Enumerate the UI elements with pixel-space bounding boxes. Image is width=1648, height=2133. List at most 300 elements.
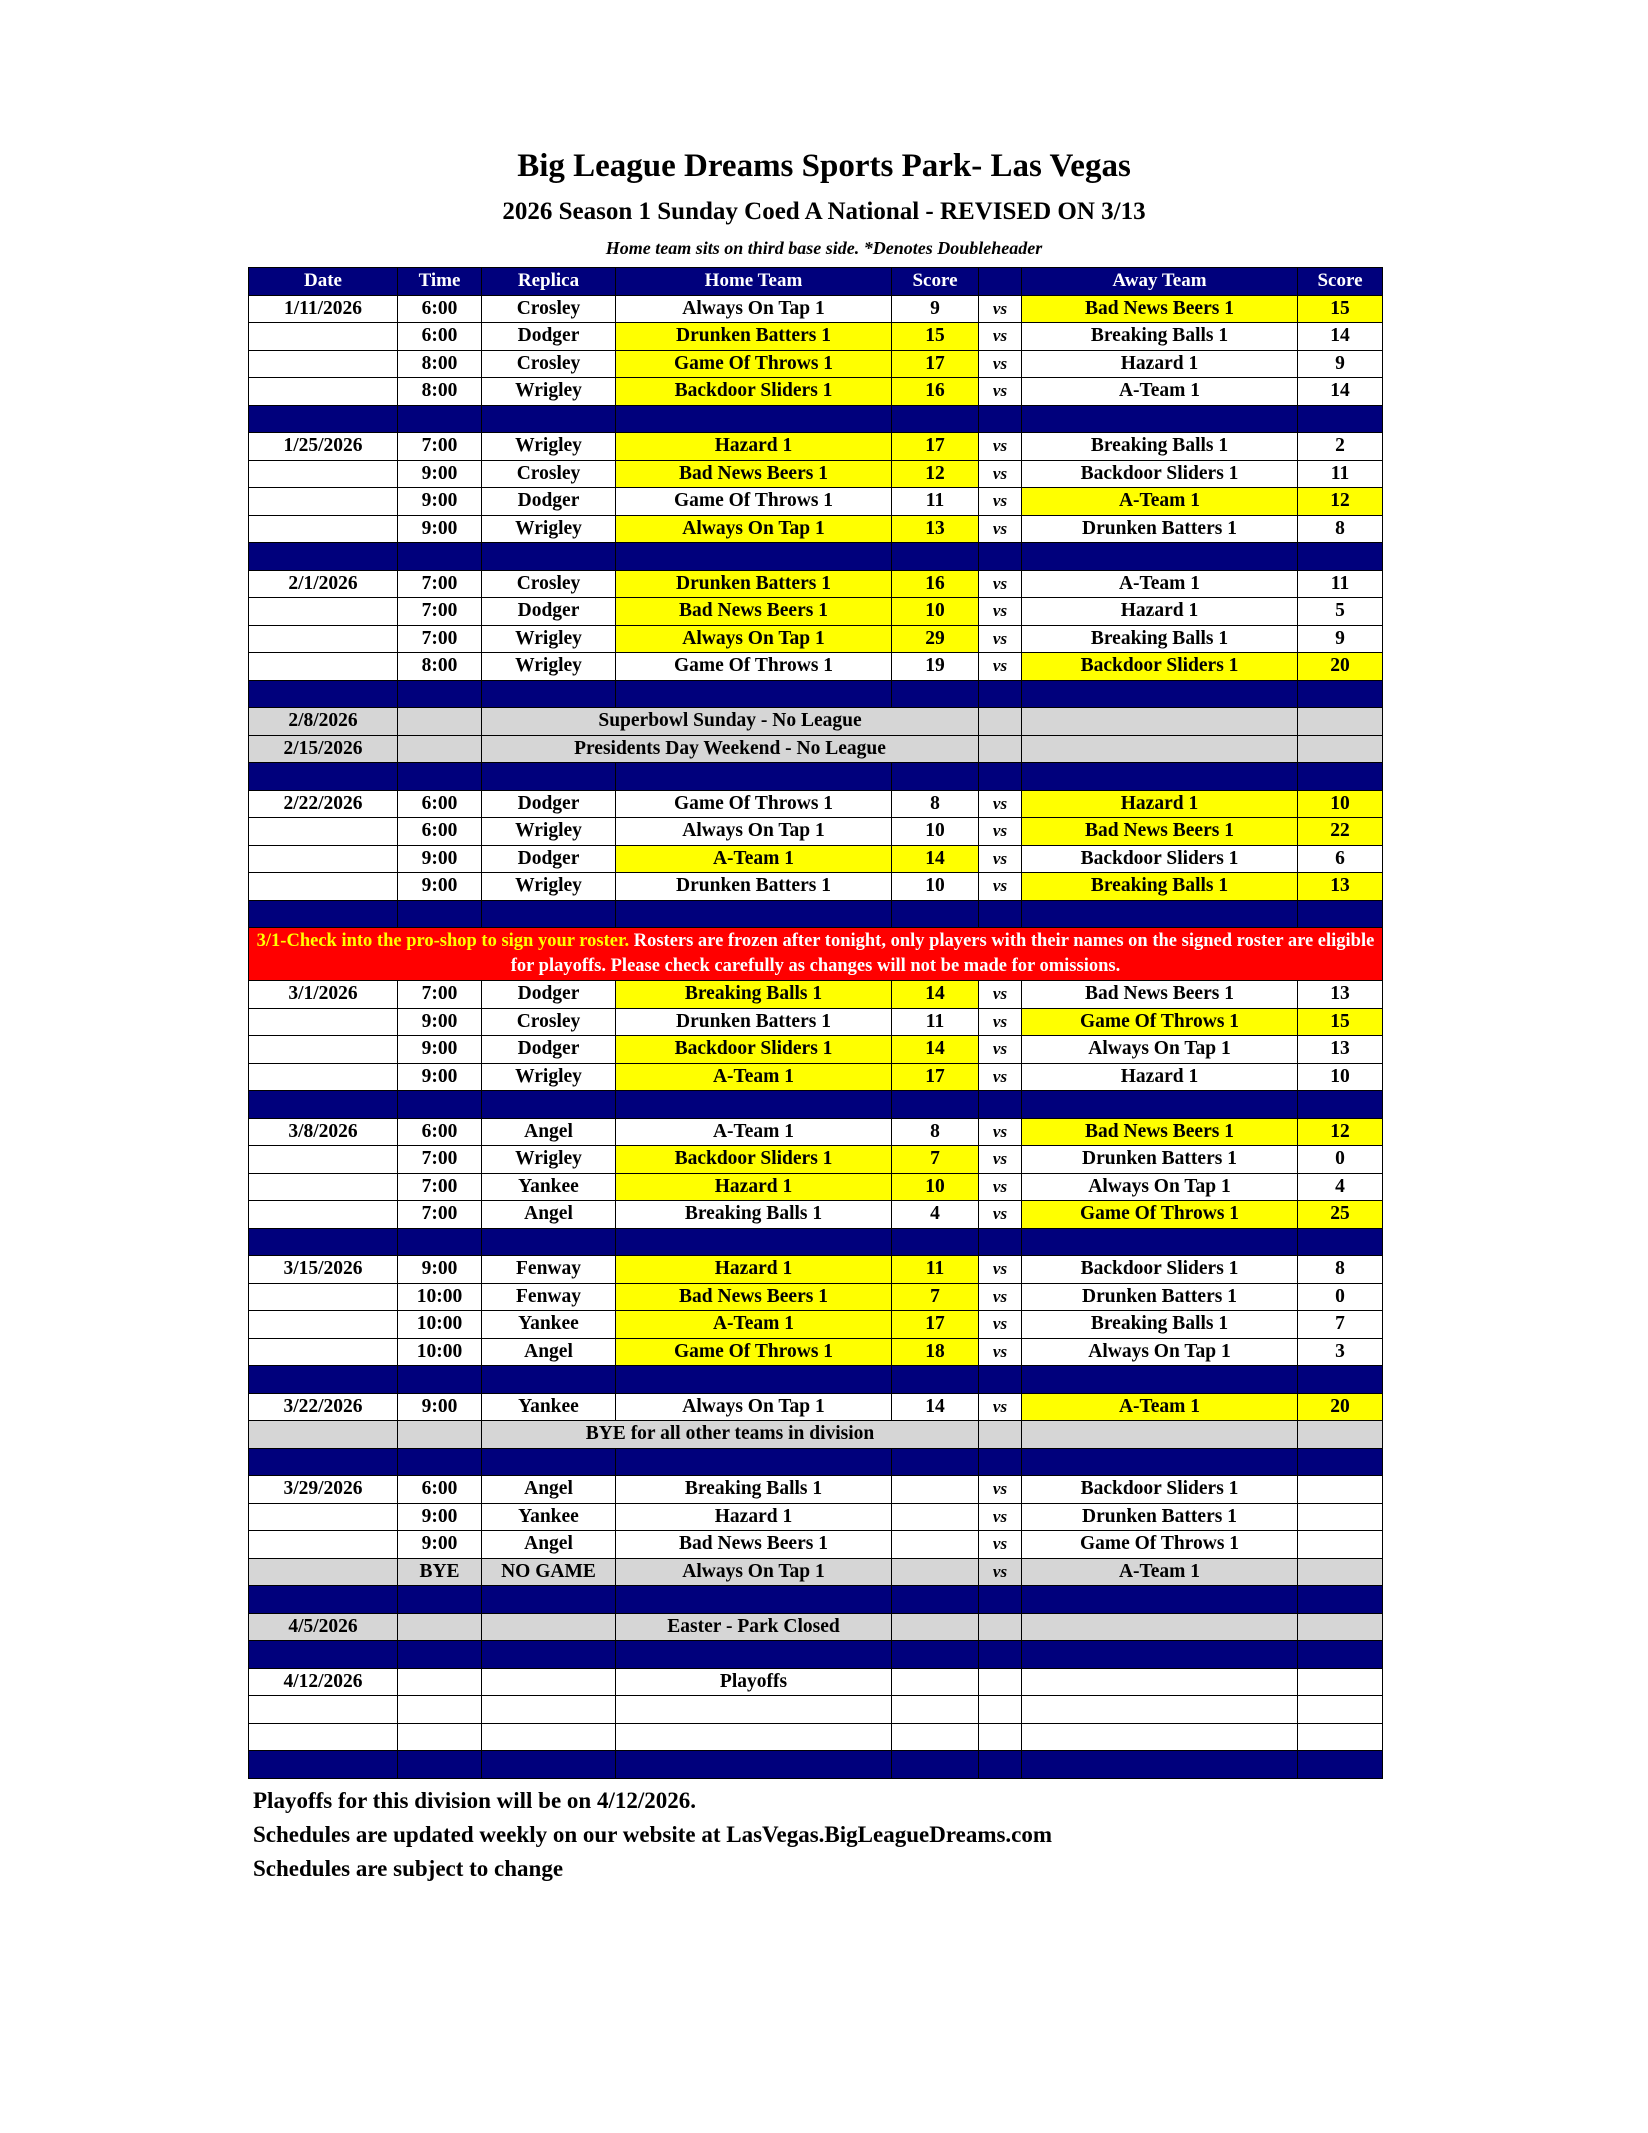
away-team: Drunken Batters 1 [1022, 1283, 1298, 1311]
home-team: Bad News Beers 1 [616, 1531, 892, 1559]
vs-label: vs [979, 1036, 1022, 1064]
away-score: 10 [1298, 1063, 1383, 1091]
empty-cell [398, 708, 482, 736]
game-time: 7:00 [398, 1146, 482, 1174]
away-team: Bad News Beers 1 [1022, 981, 1298, 1009]
separator-cell [249, 900, 398, 928]
separator-cell [892, 1586, 979, 1614]
separator-cell [616, 1366, 892, 1394]
vs-label: vs [979, 570, 1022, 598]
game-field: Angel [482, 1201, 616, 1229]
game-time: 10:00 [398, 1283, 482, 1311]
home-score: 16 [892, 378, 979, 406]
game-time: 9:00 [398, 873, 482, 901]
empty-cell [892, 1696, 979, 1724]
separator-row [249, 1751, 1383, 1779]
away-team: A-Team 1 [1022, 1558, 1298, 1586]
away-team: Game Of Throws 1 [1022, 1531, 1298, 1559]
roster-alert-text: Rosters are frozen after tonight, only players with their names on the signed roster are eligible for playoffs. Please check carefully as changes will not be made for omissions. [510, 931, 1375, 976]
game-field: Crosley [482, 570, 616, 598]
game-field: Angel [482, 1476, 616, 1504]
home-score [892, 1476, 979, 1504]
separator-cell [1022, 1366, 1298, 1394]
game-date [249, 598, 398, 626]
home-team: Game Of Throws 1 [616, 653, 892, 681]
footer-playoffs-note: Playoffs for this division will be on 4/12/2026. [253, 1788, 697, 1813]
empty-cell [979, 1668, 1022, 1696]
game-time: 8:00 [398, 350, 482, 378]
home-team: Hazard 1 [616, 433, 892, 461]
home-team: Drunken Batters 1 [616, 570, 892, 598]
away-team: Always On Tap 1 [1022, 1036, 1298, 1064]
home-team: Breaking Balls 1 [616, 981, 892, 1009]
empty-cell [616, 1723, 892, 1751]
game-date: 2/22/2026 [249, 790, 398, 818]
away-score: 4 [1298, 1173, 1383, 1201]
message-text: Playoffs [616, 1668, 892, 1696]
separator-row [249, 680, 1383, 708]
game-date: 3/15/2026 [249, 1256, 398, 1284]
game-date: 3/1/2026 [249, 981, 398, 1009]
home-score: 11 [892, 1256, 979, 1284]
game-time: 9:00 [398, 1008, 482, 1036]
roster-alert [249, 928, 1383, 981]
game-field: Wrigley [482, 818, 616, 846]
separator-cell [892, 900, 979, 928]
home-score: 10 [892, 1173, 979, 1201]
separator-cell [249, 1751, 398, 1779]
empty-cell [398, 1723, 482, 1751]
vs-label: vs [979, 981, 1022, 1009]
schedule-table [248, 267, 1383, 1779]
home-team: Breaking Balls 1 [616, 1201, 892, 1229]
home-score: 11 [892, 488, 979, 516]
game-row [249, 1311, 1383, 1339]
away-team: Hazard 1 [1022, 350, 1298, 378]
away-score [1298, 1476, 1383, 1504]
away-team: A-Team 1 [1022, 1393, 1298, 1421]
game-field: Dodger [482, 488, 616, 516]
game-field: Wrigley [482, 625, 616, 653]
empty-cell [616, 1696, 892, 1724]
game-field: Wrigley [482, 1146, 616, 1174]
message-row [249, 1421, 1383, 1449]
schedule-body [249, 295, 1383, 1778]
away-team: Game Of Throws 1 [1022, 1008, 1298, 1036]
home-team: Bad News Beers 1 [616, 1283, 892, 1311]
separator-row [249, 1641, 1383, 1669]
vs-label: vs [979, 1283, 1022, 1311]
separator-cell [892, 1366, 979, 1394]
game-field: Wrigley [482, 378, 616, 406]
empty-cell [1298, 1421, 1383, 1449]
home-score [892, 1531, 979, 1559]
game-date: 3/8/2026 [249, 1118, 398, 1146]
separator-cell [1298, 1641, 1383, 1669]
game-row [249, 378, 1383, 406]
home-team: Always On Tap 1 [616, 295, 892, 323]
separator-cell [482, 1091, 616, 1119]
away-team: Backdoor Sliders 1 [1022, 653, 1298, 681]
vs-label: vs [979, 790, 1022, 818]
separator-cell [398, 763, 482, 791]
home-team: Always On Tap 1 [616, 625, 892, 653]
separator-cell [979, 763, 1022, 791]
separator-cell [249, 1091, 398, 1119]
away-team: Game Of Throws 1 [1022, 1201, 1298, 1229]
away-score [1298, 1503, 1383, 1531]
separator-cell [482, 543, 616, 571]
message-date: 4/12/2026 [249, 1668, 398, 1696]
game-field: Yankee [482, 1311, 616, 1339]
away-team: Hazard 1 [1022, 1063, 1298, 1091]
separator-cell [892, 1641, 979, 1669]
game-time: 8:00 [398, 653, 482, 681]
home-team: Always On Tap 1 [616, 818, 892, 846]
blank-row [249, 1723, 1383, 1751]
footer-website-note: Schedules are updated weekly on our website at LasVegas.BigLeagueDreams.com [253, 1822, 1053, 1847]
game-time: 9:00 [398, 1063, 482, 1091]
empty-cell [1022, 1421, 1298, 1449]
separator-cell [249, 405, 398, 433]
empty-cell [1022, 1613, 1298, 1641]
game-time: 7:00 [398, 570, 482, 598]
vs-label: vs [979, 323, 1022, 351]
game-field: Dodger [482, 981, 616, 1009]
vs-label: vs [979, 1338, 1022, 1366]
home-score: 14 [892, 1036, 979, 1064]
home-score [892, 1503, 979, 1531]
game-time: 6:00 [398, 1118, 482, 1146]
schedule-note: Home team sits on third base side. *Denotes Doubleheader [605, 238, 1043, 258]
game-date [249, 873, 398, 901]
separator-cell [482, 1228, 616, 1256]
home-score: 9 [892, 295, 979, 323]
empty-cell [979, 1421, 1022, 1449]
game-field: Yankee [482, 1393, 616, 1421]
vs-label: vs [979, 488, 1022, 516]
away-score: 7 [1298, 1311, 1383, 1339]
footer-change-note: Schedules are subject to change [253, 1856, 564, 1881]
separator-cell [1298, 1228, 1383, 1256]
empty-cell [1298, 1613, 1383, 1641]
home-score: 19 [892, 653, 979, 681]
empty-cell [979, 1723, 1022, 1751]
home-score: 17 [892, 433, 979, 461]
separator-cell [892, 1448, 979, 1476]
game-row [249, 790, 1383, 818]
game-date [249, 1531, 398, 1559]
away-score: 5 [1298, 598, 1383, 626]
away-team: A-Team 1 [1022, 488, 1298, 516]
empty-cell [482, 1668, 616, 1696]
game-date [249, 818, 398, 846]
game-date [249, 1173, 398, 1201]
separator-cell [249, 543, 398, 571]
away-team: Hazard 1 [1022, 598, 1298, 626]
game-date [249, 488, 398, 516]
game-row [249, 1036, 1383, 1064]
home-score: 14 [892, 845, 979, 873]
game-field: Dodger [482, 1036, 616, 1064]
home-score: 17 [892, 1311, 979, 1339]
game-time: 9:00 [398, 460, 482, 488]
separator-cell [482, 1366, 616, 1394]
separator-cell [979, 1366, 1022, 1394]
home-team: Breaking Balls 1 [616, 1476, 892, 1504]
away-score: 8 [1298, 515, 1383, 543]
home-score: 8 [892, 790, 979, 818]
vs-label: vs [979, 295, 1022, 323]
separator-cell [892, 1228, 979, 1256]
home-score: 10 [892, 873, 979, 901]
vs-label: vs [979, 350, 1022, 378]
separator-cell [1298, 1751, 1383, 1779]
empty-cell [482, 1613, 616, 1641]
separator-cell [892, 1751, 979, 1779]
away-score: 20 [1298, 653, 1383, 681]
separator-cell [1022, 900, 1298, 928]
message-date: 4/5/2026 [249, 1613, 398, 1641]
game-field: Wrigley [482, 653, 616, 681]
separator-cell [979, 1448, 1022, 1476]
home-score: 17 [892, 350, 979, 378]
game-time: 9:00 [398, 845, 482, 873]
home-team: Hazard 1 [616, 1256, 892, 1284]
vs-label: vs [979, 1476, 1022, 1504]
game-date: 1/11/2026 [249, 295, 398, 323]
separator-cell [616, 680, 892, 708]
message-text: Easter - Park Closed [616, 1613, 892, 1641]
home-team: Game Of Throws 1 [616, 1338, 892, 1366]
game-row [249, 818, 1383, 846]
separator-cell [482, 1751, 616, 1779]
away-score: 15 [1298, 295, 1383, 323]
game-time: 8:00 [398, 378, 482, 406]
game-field: Wrigley [482, 515, 616, 543]
game-time: 6:00 [398, 323, 482, 351]
separator-cell [249, 1448, 398, 1476]
vs-label: vs [979, 845, 1022, 873]
game-row [249, 515, 1383, 543]
header-replica: Replica [482, 268, 616, 296]
message-date: 2/15/2026 [249, 735, 398, 763]
game-row [249, 1173, 1383, 1201]
empty-cell [1298, 708, 1383, 736]
separator-cell [979, 1751, 1022, 1779]
game-date: 3/22/2026 [249, 1393, 398, 1421]
empty-cell [892, 1723, 979, 1751]
empty-cell [482, 1723, 616, 1751]
game-row [249, 1146, 1383, 1174]
home-team: Backdoor Sliders 1 [616, 1146, 892, 1174]
vs-label: vs [979, 873, 1022, 901]
separator-cell [616, 1448, 892, 1476]
separator-cell [892, 1091, 979, 1119]
game-row [249, 981, 1383, 1009]
game-row [249, 1008, 1383, 1036]
game-row [249, 460, 1383, 488]
home-team: Hazard 1 [616, 1173, 892, 1201]
game-row [249, 1393, 1383, 1421]
game-time: 9:00 [398, 1503, 482, 1531]
separator-cell [1022, 680, 1298, 708]
separator-cell [1022, 1586, 1298, 1614]
game-time: 7:00 [398, 981, 482, 1009]
game-field: Dodger [482, 323, 616, 351]
away-score: 8 [1298, 1256, 1383, 1284]
message-date [249, 1421, 398, 1449]
vs-label: vs [979, 1558, 1022, 1586]
message-row [249, 1613, 1383, 1641]
away-team: Breaking Balls 1 [1022, 323, 1298, 351]
separator-cell [616, 1751, 892, 1779]
away-team: Drunken Batters 1 [1022, 1146, 1298, 1174]
away-score: 9 [1298, 350, 1383, 378]
game-row [249, 1118, 1383, 1146]
separator-cell [398, 1228, 482, 1256]
vs-label: vs [979, 433, 1022, 461]
game-date [249, 1201, 398, 1229]
game-date [249, 625, 398, 653]
separator-cell [1298, 900, 1383, 928]
home-score: 7 [892, 1146, 979, 1174]
away-score: 6 [1298, 845, 1383, 873]
empty-cell [1022, 1668, 1298, 1696]
game-row [249, 845, 1383, 873]
header-time: Time [398, 268, 482, 296]
home-team: A-Team 1 [616, 845, 892, 873]
game-field: Wrigley [482, 873, 616, 901]
separator-cell [1022, 543, 1298, 571]
empty-cell [1022, 735, 1298, 763]
separator-cell [398, 1366, 482, 1394]
game-date [249, 1558, 398, 1586]
away-score: 0 [1298, 1283, 1383, 1311]
separator-cell [616, 1091, 892, 1119]
away-score: 11 [1298, 570, 1383, 598]
message-row [249, 1668, 1383, 1696]
game-field: Fenway [482, 1283, 616, 1311]
game-time: 9:00 [398, 1393, 482, 1421]
separator-cell [892, 763, 979, 791]
separator-cell [1298, 763, 1383, 791]
separator-row [249, 1366, 1383, 1394]
separator-row [249, 1448, 1383, 1476]
home-score: 15 [892, 323, 979, 351]
empty-cell [398, 735, 482, 763]
away-team: Bad News Beers 1 [1022, 1118, 1298, 1146]
game-date [249, 1338, 398, 1366]
game-field: Yankee [482, 1503, 616, 1531]
message-text: BYE for all other teams in division [482, 1421, 979, 1449]
empty-cell [1298, 1696, 1383, 1724]
game-date [249, 1503, 398, 1531]
game-date [249, 1008, 398, 1036]
separator-cell [616, 900, 892, 928]
roster-alert-row [249, 928, 1383, 981]
away-team: Backdoor Sliders 1 [1022, 845, 1298, 873]
separator-cell [979, 900, 1022, 928]
game-date [249, 378, 398, 406]
separator-cell [1022, 1091, 1298, 1119]
separator-cell [249, 680, 398, 708]
game-row [249, 350, 1383, 378]
home-score [892, 1558, 979, 1586]
empty-cell [892, 1668, 979, 1696]
away-team: Bad News Beers 1 [1022, 295, 1298, 323]
game-row [249, 653, 1383, 681]
separator-cell [482, 405, 616, 433]
game-date [249, 515, 398, 543]
separator-row [249, 405, 1383, 433]
game-time: 7:00 [398, 625, 482, 653]
home-score: 12 [892, 460, 979, 488]
away-score: 10 [1298, 790, 1383, 818]
game-date [249, 460, 398, 488]
vs-label: vs [979, 625, 1022, 653]
game-field: Wrigley [482, 1063, 616, 1091]
vs-label: vs [979, 598, 1022, 626]
empty-cell [398, 1696, 482, 1724]
message-text: Superbowl Sunday - No League [482, 708, 979, 736]
vs-label: vs [979, 653, 1022, 681]
away-score: 13 [1298, 1036, 1383, 1064]
separator-cell [482, 900, 616, 928]
separator-cell [398, 543, 482, 571]
empty-cell [1298, 735, 1383, 763]
empty-cell [398, 1668, 482, 1696]
game-date: 3/29/2026 [249, 1476, 398, 1504]
game-time: 9:00 [398, 1531, 482, 1559]
home-team: Drunken Batters 1 [616, 1008, 892, 1036]
game-row [249, 1503, 1383, 1531]
separator-cell [482, 763, 616, 791]
vs-label: vs [979, 1118, 1022, 1146]
away-team: Drunken Batters 1 [1022, 515, 1298, 543]
away-score [1298, 1558, 1383, 1586]
empty-cell [1022, 1723, 1298, 1751]
header-vs [979, 268, 1022, 296]
game-field: Angel [482, 1338, 616, 1366]
game-time: 9:00 [398, 1036, 482, 1064]
empty-cell [398, 1613, 482, 1641]
home-team: Bad News Beers 1 [616, 460, 892, 488]
game-field: Angel [482, 1118, 616, 1146]
message-row [249, 735, 1383, 763]
away-team: Backdoor Sliders 1 [1022, 1256, 1298, 1284]
page-title: Big League Dreams Sports Park- Las Vegas [517, 148, 1131, 184]
separator-cell [1022, 1641, 1298, 1669]
separator-cell [1022, 1228, 1298, 1256]
page-subtitle: 2026 Season 1 Sunday Coed A National - REVISED ON 3/13 [502, 198, 1146, 225]
separator-row [249, 1228, 1383, 1256]
away-team: A-Team 1 [1022, 570, 1298, 598]
game-row [249, 1283, 1383, 1311]
header-date: Date [249, 268, 398, 296]
vs-label: vs [979, 1311, 1022, 1339]
footer [253, 1784, 1052, 1886]
game-field: Dodger [482, 790, 616, 818]
header-away-team: Away Team [1022, 268, 1298, 296]
separator-cell [398, 1641, 482, 1669]
vs-label: vs [979, 1146, 1022, 1174]
game-row [249, 1476, 1383, 1504]
home-team: A-Team 1 [616, 1118, 892, 1146]
separator-cell [616, 1586, 892, 1614]
game-row [249, 323, 1383, 351]
game-row [249, 625, 1383, 653]
